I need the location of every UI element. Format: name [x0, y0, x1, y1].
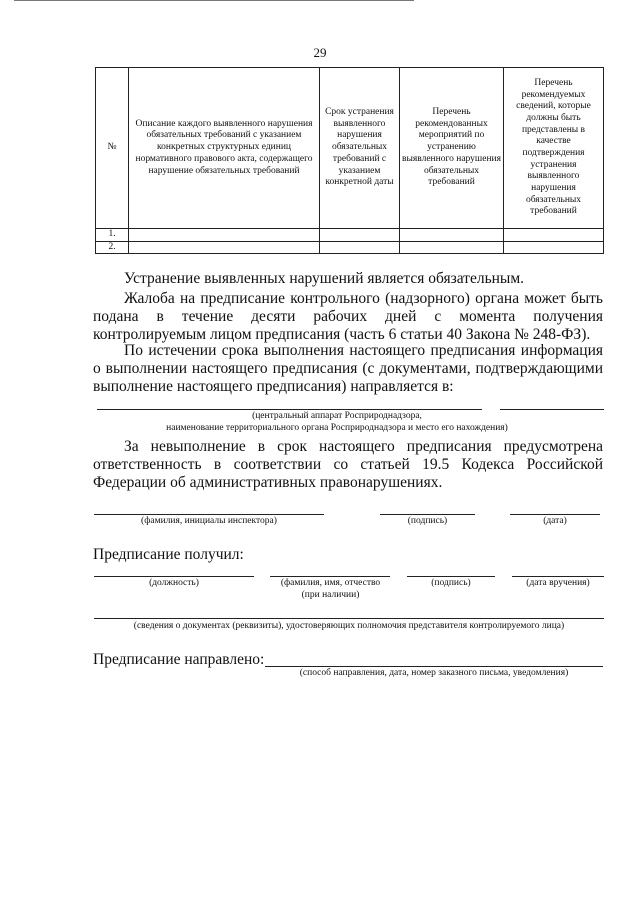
position-caption: (должность): [149, 578, 199, 588]
received-name-caption-line-2: (при наличии): [301, 590, 360, 600]
top-rule: [14, 0, 414, 1]
page-number: 29: [313, 45, 327, 60]
inspector-date-caption: (дата): [543, 516, 567, 526]
requirements-table: [95, 67, 604, 254]
paragraph-liability: За невыполнение в срок настоящего предписания предусмотрена ответственность в соответствии со статьей 19.5 Кодекса Российской Федерации об административных правонарушениях.: [93, 438, 603, 491]
inspector-signature-caption: (подпись): [407, 516, 448, 526]
header-recommended-measures: Перечень рекомендованных мероприятий по устранению выявленного нарушения обязательных требований: [400, 68, 504, 229]
header-violation-description: Описание каждого выявленного нарушения обязательных требований с указанием конкретных структурных единиц нормативного правового акта, содержащего нарушение обязательных требований: [129, 68, 320, 229]
received-signature-caption: (подпись): [431, 578, 471, 588]
row-number: 2.: [96, 241, 129, 254]
paragraph-report-info: По истечении срока выполнения настоящего предписания информация о выполнении настоящего предписания (с документами, подтверждающими выполнение настоящего предписания) направляется в:: [93, 342, 603, 395]
table-cell: [129, 229, 320, 242]
row-number: 1.: [96, 229, 129, 242]
received-label: Предписание получил:: [93, 546, 244, 563]
representative-docs-line: [94, 618, 604, 619]
representative-docs-caption: (сведения о документах (реквизиты), удостоверяющих полномочия представителя контролируемого лица): [133, 621, 565, 631]
table-row: [96, 241, 604, 254]
table-cell: [400, 229, 504, 242]
header-number: №: [96, 68, 129, 229]
header-deadline: Срок устранения выявленного нарушения обязательных требований с указанием конкретной даты: [320, 68, 400, 229]
sent-label: Предписание направлено:: [93, 651, 265, 668]
table-cell: [129, 241, 320, 254]
header-confirmation-info: Перечень рекомендуемых сведений, которые должны быть представлены в качестве подтверждения устранения выявленного нарушения обязательных требований: [504, 68, 604, 229]
table-cell: [504, 241, 604, 254]
inspector-name-caption: (фамилия, инициалы инспектора): [141, 516, 277, 526]
recipient-caption-line-2: наименование территориального органа Росприроднадзора и место его нахождения): [166, 423, 508, 433]
table-row: [96, 229, 604, 242]
table-cell: [400, 241, 504, 254]
table-header-row: [96, 68, 604, 229]
table-cell: [320, 229, 400, 242]
recipient-caption-line-1: (центральный аппарат Росприроднадзора,: [252, 411, 422, 421]
table-cell: [320, 241, 400, 254]
delivery-date-caption: (дата вручения): [526, 578, 590, 588]
sent-method-caption: (способ направления, дата, номер заказного письма, уведомления): [299, 668, 569, 678]
received-name-caption-line-1: (фамилия, имя, отчество: [280, 578, 381, 588]
paragraph-complaint: Жалоба на предписание контрольного (надзорного) органа может быть подана в течение десяти рабочих дней с момента получения контролируемым лицом предписания (часть 6 статьи 40 Закона № 248-ФЗ).: [93, 290, 603, 343]
table-cell: [504, 229, 604, 242]
paragraph-mandatory-elimination: Устранение выявленных нарушений является обязательным.: [124, 270, 525, 287]
